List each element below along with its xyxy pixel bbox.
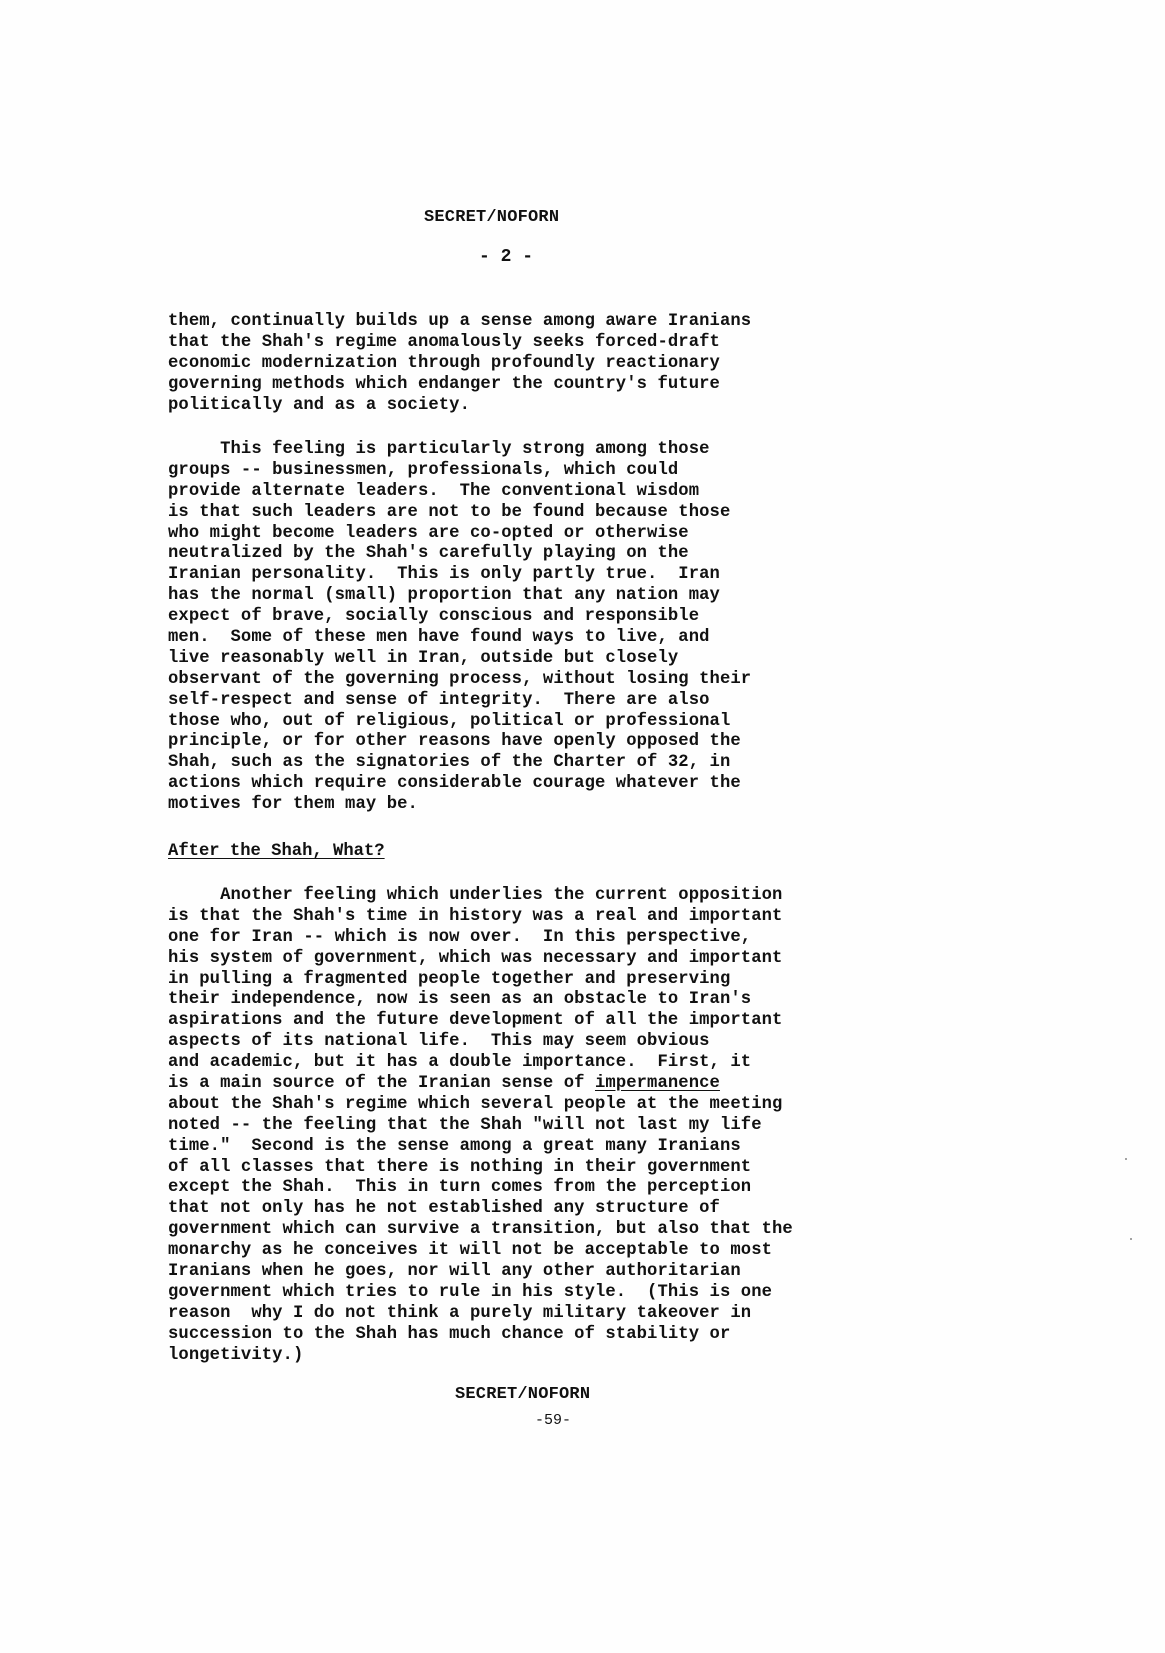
footer-classification: SECRET/NOFORN [455, 1385, 591, 1404]
text-line: neutralized by the Shah's carefully playing on the [168, 544, 689, 564]
text-line: aspects of its national life. This may seem obvious [168, 1032, 710, 1052]
page-marker: - 2 - [479, 247, 534, 267]
text-line: Iranian personality. This is only partly true. Iran [168, 565, 720, 585]
text-line: one for Iran -- which is now over. In this perspective, [168, 927, 752, 947]
text-line: noted -- the feeling that the Shah "will not last my life [168, 1115, 762, 1135]
text-line-with-underline [168, 1074, 793, 1095]
text-line: reason why I do not think a purely military takeover in [168, 1303, 752, 1323]
text-line: is that the Shah's time in history was a real and important [168, 906, 783, 926]
text-line: those who, out of religious, political or professional [168, 711, 731, 731]
text-line: longetivity.) [168, 1345, 304, 1365]
text-line: governing methods which endanger the country's future [168, 374, 720, 394]
text-line: that the Shah's regime anomalously seeks forced-draft [168, 332, 720, 352]
text-line: except the Shah. This in turn comes from the perception [168, 1178, 752, 1198]
text-line: expect of brave, socially conscious and responsible [168, 607, 700, 627]
text-line: government which can survive a transition, but also that the [168, 1220, 793, 1240]
text-line: live reasonably well in Iran, outside but closely [168, 648, 679, 668]
text-line: motives for them may be. [168, 795, 418, 815]
paragraph-3 [168, 886, 793, 1366]
scan-speck [1125, 1158, 1127, 1160]
text-line: Another feeling which underlies the current opposition [168, 886, 783, 905]
paragraph-2 [168, 440, 751, 816]
text-line: actions which require considerable courage whatever the [168, 774, 741, 794]
text-line: is that such leaders are not to be found because those [168, 502, 731, 522]
text-line: and academic, but it has a double importance. First, it [168, 1053, 752, 1073]
text-line: about the Shah's regime which several people at the meeting [168, 1094, 783, 1114]
text-line: them, continually builds up a sense among aware Iranians [168, 312, 752, 331]
text-line: his system of government, which was necessary and important [168, 948, 783, 968]
text-line: of all classes that there is nothing in their government [168, 1157, 752, 1177]
text-line: economic modernization through profoundly reactionary [168, 353, 720, 373]
text-line: Iranians when he goes, nor will any other authoritarian [168, 1262, 741, 1282]
text-line: observant of the governing process, without losing their [168, 669, 752, 689]
text-line: aspirations and the future development of all the important [168, 1011, 783, 1031]
underlined-word: impermanence [594, 1074, 720, 1094]
text-line: time." Second is the sense among a great many Iranians [168, 1136, 741, 1156]
text-line: monarchy as he conceives it will not be acceptable to most [168, 1241, 773, 1261]
header-classification: SECRET/NOFORN [424, 208, 560, 227]
text-line: their independence, now is seen as an obstacle to Iran's [168, 990, 752, 1010]
text-line: This feeling is particularly strong among those [168, 440, 710, 459]
scan-speck [1130, 1238, 1132, 1240]
text-line: self-respect and sense of integrity. There are also [168, 690, 710, 710]
text-line: principle, or for other reasons have openly opposed the [168, 732, 741, 752]
text-line: provide alternate leaders. The conventional wisdom [168, 481, 700, 501]
text-line-prefix: is a main source of the Iranian sense of [168, 1074, 595, 1094]
section-heading: After the Shah, What? [168, 842, 385, 861]
paragraph-1 [168, 312, 751, 416]
text-line: government which tries to rule in his style. (This is one [168, 1282, 773, 1302]
footer-page-number: -59- [535, 1412, 572, 1429]
text-line: men. Some of these men have found ways to live, and [168, 628, 710, 648]
text-line: in pulling a fragmented people together and preserving [168, 969, 731, 989]
text-line: groups -- businessmen, professionals, which could [168, 460, 679, 480]
text-line: that not only has he not established any structure of [168, 1199, 720, 1219]
text-line: has the normal (small) proportion that any nation may [168, 586, 720, 606]
text-line: politically and as a society. [168, 395, 471, 415]
text-line: succession to the Shah has much chance of stability or [168, 1324, 731, 1344]
text-line: who might become leaders are co-opted or otherwise [168, 523, 689, 543]
text-line: Shah, such as the signatories of the Charter of 32, in [168, 753, 731, 773]
